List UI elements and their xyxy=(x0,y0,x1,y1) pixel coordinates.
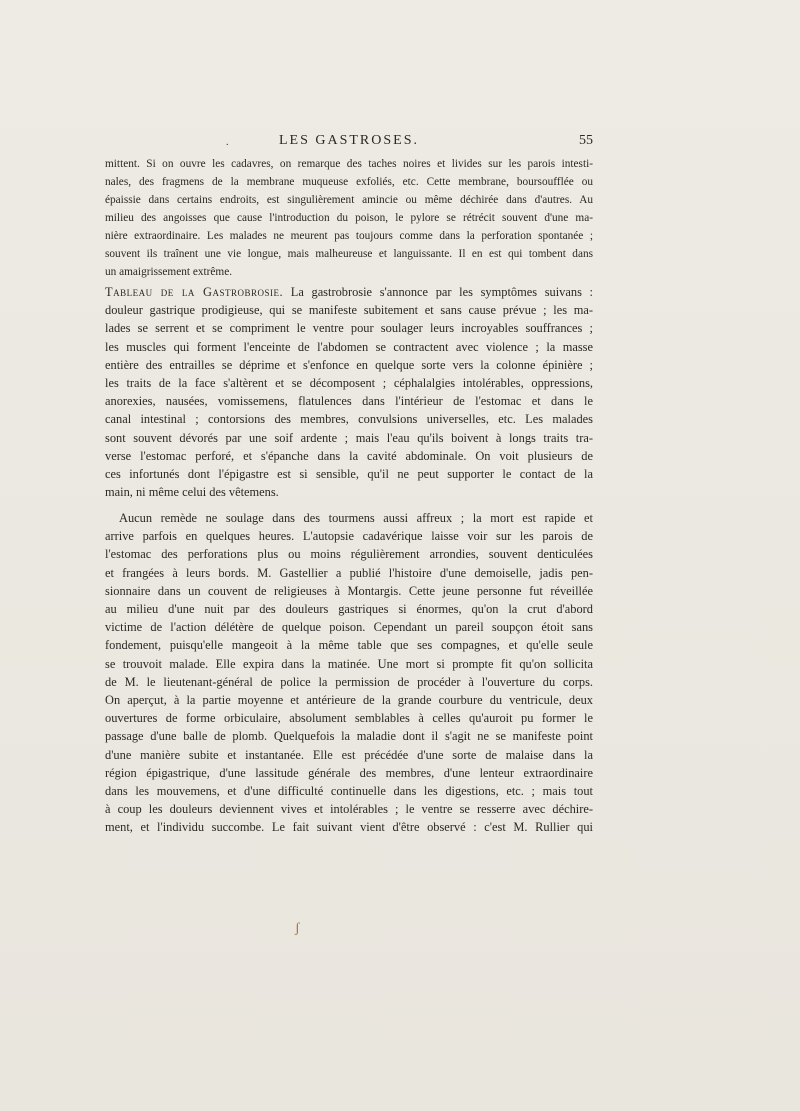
paragraph-continuation xyxy=(105,155,593,281)
text-line: les traits de la face s'altèrent et se décomposent ; céphalalgies intolérables, oppressions, xyxy=(105,376,593,391)
text-line: sont souvent dévorés par une soif ardente ; mais l'eau qu'ils boivent à longs traits tra- xyxy=(105,430,593,445)
running-head xyxy=(105,133,593,153)
text-line-rest: La gastrobrosie s'annonce par les symptômes suivans : xyxy=(290,285,593,299)
text-line: à coup les douleurs deviennent vives et intolérables ; le ventre se resserre avec déchire- xyxy=(105,802,593,817)
text-line: anorexies, nausées, vomissemens, flatulences dans l'intérieur de l'estomac et dans le xyxy=(105,394,593,409)
text-line: lades se serrent et se compriment le ventre pour soulager leurs incroyables souffrances ; xyxy=(105,321,593,336)
text-line: nière extraordinaire. Les malades ne meurent pas toujours comme dans la perforation spontanée ; xyxy=(105,230,593,242)
text-line: mittent. Si on ouvre les cadavres, on remarque des taches noires et livides sur les parois intesti- xyxy=(105,158,593,170)
text-line: arrive parfois en quelques heures. L'autopsie cadavérique laisse voir sur les parois de xyxy=(105,529,593,544)
paragraph-tableau xyxy=(105,283,593,501)
text-line: On aperçut, à la partie moyenne et antérieure de la grande courbure du ventricule, deux xyxy=(105,693,593,708)
text-line: verse l'estomac perforé, et s'épanche dans la cavité abdominale. On voit plusieurs de xyxy=(105,448,593,463)
page-number: 55 xyxy=(579,133,593,148)
text-line: ment, et l'individu succombe. Le fait suivant vient d'être observé : c'est M. Rullier qui xyxy=(105,820,593,835)
text-line: Aucun remède ne soulage dans des tourmens aussi affreux ; la mort est rapide et xyxy=(119,511,593,525)
ink-dot: . xyxy=(226,137,229,148)
text-line: main, ni même celui des vêtemens. xyxy=(105,485,279,500)
text-line: et frangées à leurs bords. M. Gastellier a publié l'histoire d'une demoiselle, jadis pen- xyxy=(105,565,593,580)
text-line: de M. le lieutenant-général de police la permission de procéder à l'ouverture du corps. xyxy=(105,674,593,689)
text-line: l'estomac des perforations plus ou moins régulièrement arrondies, souvent denticulées xyxy=(105,547,593,562)
text-line: les muscles qui forment l'enceinte de l'abdomen se contractent avec violence ; la masse xyxy=(105,339,593,354)
text-line: se trouvoit malade. Elle expira dans la matinée. Une mort si prompte fit qu'on sollicita xyxy=(105,656,593,671)
paper-stain-mark: ʃ xyxy=(295,921,300,936)
text-line: nales, des fragmens de la membrane muqueuse exfoliés, etc. Cette membrane, boursoufflée ou xyxy=(105,176,593,188)
text-line: d'une manière subite et instantanée. Elle est précédée d'une sorte de malaise dans la xyxy=(105,747,593,762)
text-line: souvent ils traînent une vie longue, mais malheureuse et languissante. Il en est qui tombent dans xyxy=(105,248,593,260)
text-line: victime de l'action délétère de quelque poison. Cependant un pareil soupçon étoit sans xyxy=(105,620,593,635)
text-line: entière des entrailles se déprime et s'enfonce en quelque sorte vers la colonne épinière ; xyxy=(105,357,593,372)
text-line: un amaigrissement extrême. xyxy=(105,266,233,278)
text-line: fondement, puisqu'elle mangeoit à la même table que ses compagnes, et qu'elle seule xyxy=(105,638,593,653)
text-line: dans les mouvemens, et d'une difficulté continuelle dans les digestions, etc. ; mais tout xyxy=(105,784,593,799)
paragraph-aucun-remede xyxy=(105,509,593,837)
text-line: ouvertures de forme orbiculaire, absolument semblables à celles qu'auroit pu former le xyxy=(105,711,593,726)
text-line: épaissie dans certains endroits, est singulièrement amincie ou même déchirée dans d'autres. Au xyxy=(105,194,593,206)
text-line: région épigastrique, d'une lassitude générale des membres, d'une lenteur extraordinaire xyxy=(105,765,593,780)
text-line: douleur gastrique prodigieuse, qui se manifeste subitement et sans cause prévue ; les ma- xyxy=(105,303,593,318)
text-line: passage d'une balle de plomb. Quelquefois la maladie dont il s'agit ne se manifeste point xyxy=(105,729,593,744)
running-title: LES GASTROSES. xyxy=(278,133,420,148)
section-heading: Tableau de la Gastrobrosie. xyxy=(105,285,284,299)
text-line xyxy=(105,283,593,301)
text-line: sionnaire dans un couvent de religieuses à Montargis. Cette jeune personne fut réveillée xyxy=(105,583,593,598)
text-line: milieu des angoisses que cause l'introduction du poison, le pylore se rétrécit souvent d'une ma- xyxy=(105,212,593,224)
text-line: ces infortunés dont l'épigastre est si sensible, qu'il ne peut supporter le contact de la xyxy=(105,467,593,482)
text-line: au milieu d'une nuit par des douleurs gastriques si énormes, qu'on la crut d'abord xyxy=(105,602,593,617)
text-line: canal intestinal ; contorsions des membres, convulsions universelles, etc. Les malades xyxy=(105,412,593,427)
